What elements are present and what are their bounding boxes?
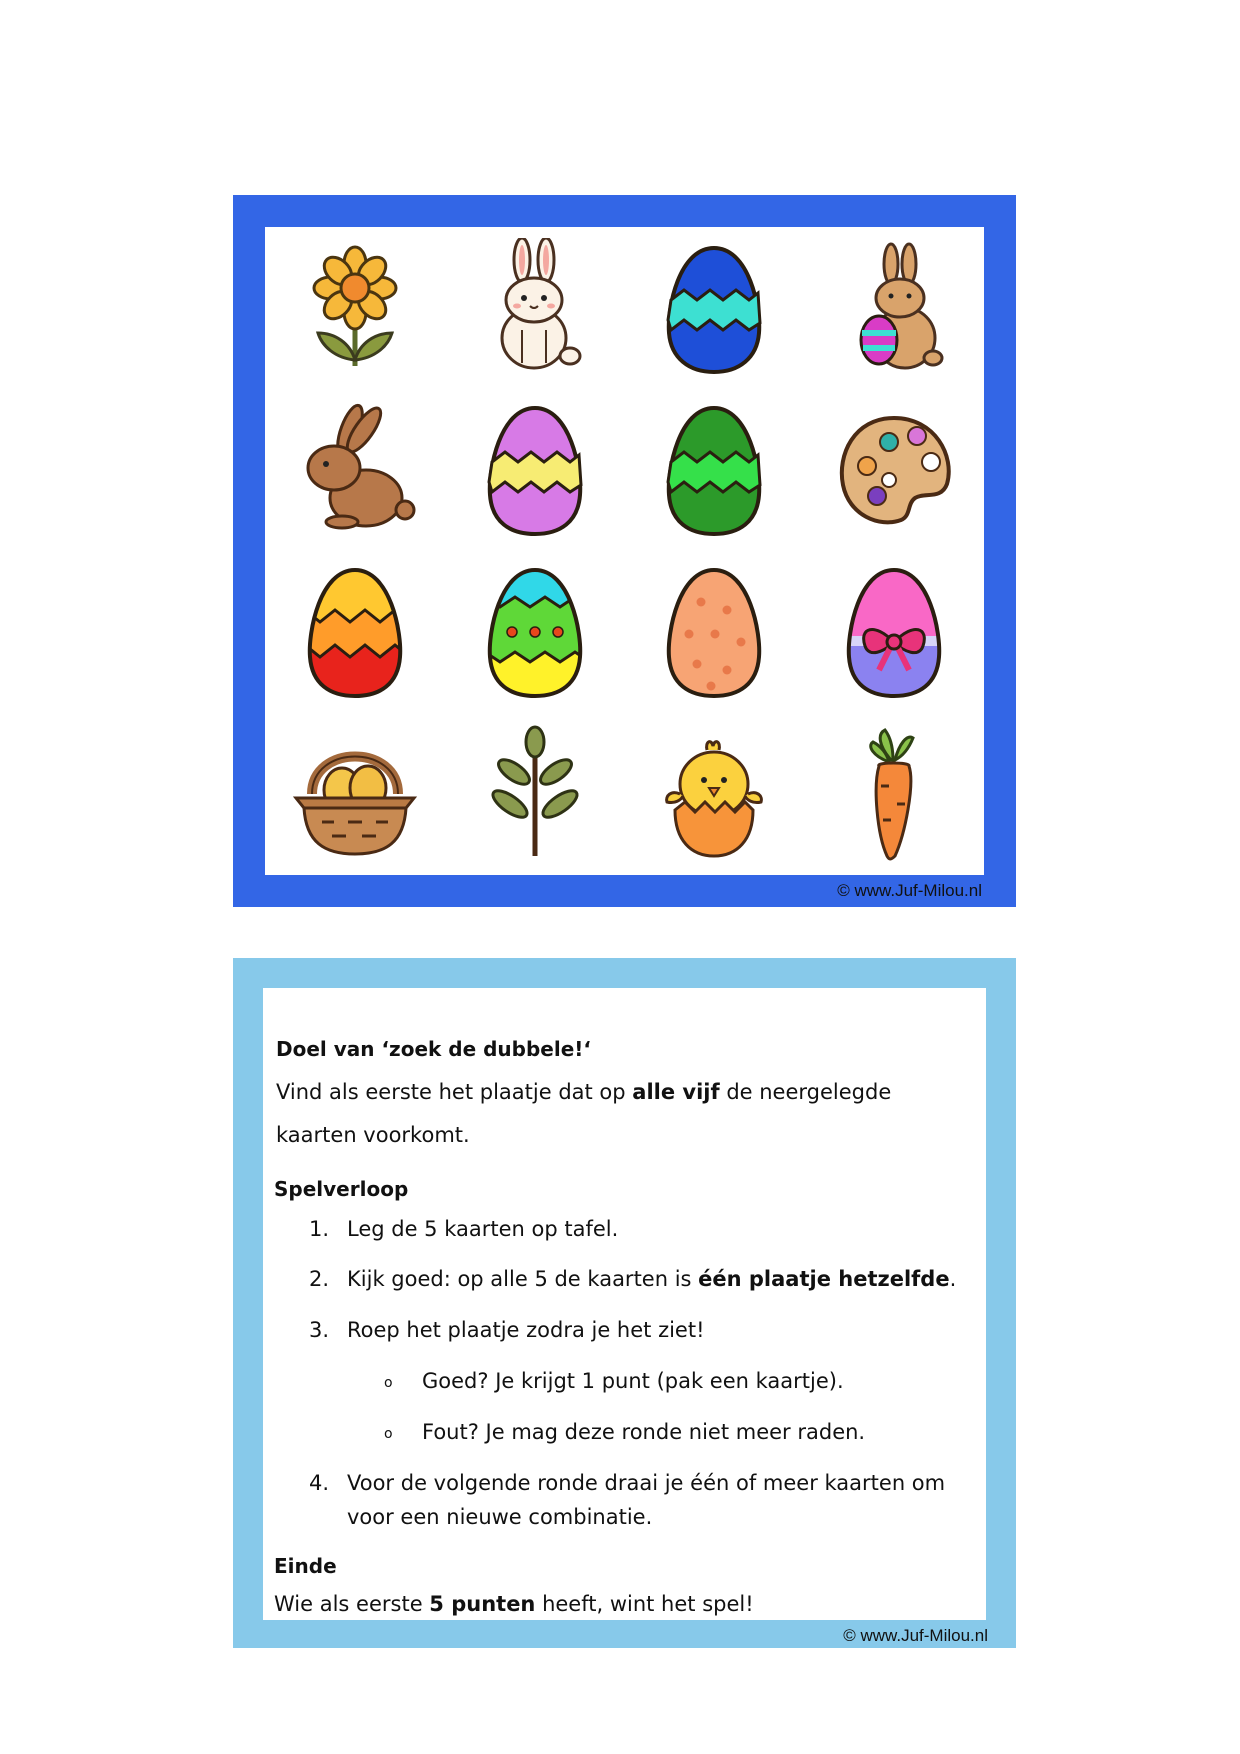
sub-bullet: o [384,1375,393,1391]
bow-egg-icon [829,562,959,702]
step-number: 2. [309,1267,330,1291]
purple-zigzag-egg-icon [470,400,600,540]
step-text-after: . [949,1267,957,1291]
sub-item-text: Goed? Je krijgt 1 punt (pak een kaartje). [422,1369,844,1393]
grid-cell [625,389,805,551]
paint-palette-icon [829,400,959,540]
brown-bunny-icon [290,400,420,540]
goal-text-bold: alle vijf [632,1080,720,1104]
egg-basket-icon [290,724,420,864]
carrot-icon [829,724,959,864]
rainbow-egg-icon [290,562,420,702]
step-text-bold: één plaatje hetzelfde [698,1267,950,1291]
flow-title: Spelverloop [274,1177,409,1201]
step-number: 3. [309,1318,330,1342]
rules-card [233,958,1016,1648]
grid-cell [804,389,984,551]
grid-cell [625,713,805,875]
grid-cell [804,551,984,713]
end-text-part-1: Wie als eerste [274,1592,430,1616]
grid-cell [625,227,805,389]
step-text-part: Kijk goed: op alle 5 de kaarten is [347,1267,699,1291]
picture-card-inner [265,227,984,875]
copyright-text: © www.Juf-Milou.nl [837,881,982,900]
green-zigzag-egg-icon [649,400,779,540]
grid-cell [445,227,625,389]
grid-cell [265,227,445,389]
step-text: Voor de volgende ronde draai je één of meer kaarten om [347,1471,946,1495]
end-text-bold: 5 punten [429,1592,536,1616]
blue-zigzag-egg-icon [649,238,779,378]
flower-icon [290,238,420,378]
step-text: Leg de 5 kaarten op tafel. [347,1217,619,1241]
goal-title: Doel van ‘zoek de dubbele!‘ [276,1037,591,1061]
rules-card-inner [263,988,986,1620]
grid-cell [265,389,445,551]
grid-cell [625,551,805,713]
copyright-text: © www.Juf-Milou.nl [843,1626,988,1645]
step-number: 4. [309,1471,330,1495]
goal-text-part-1: Vind als eerste het plaatje dat op [276,1080,633,1104]
goal-text-line-1 [276,1078,891,1106]
end-text [274,1590,754,1618]
hatching-chick-icon [649,724,779,864]
goal-text-line-2: kaarten voorkomt. [276,1123,470,1147]
grid-cell [804,713,984,875]
step-text-continued: voor een nieuwe combinatie. [347,1505,653,1529]
grid-cell [445,551,625,713]
grid-cell [265,713,445,875]
orange-spotted-egg-icon [649,562,779,702]
step-number: 1. [309,1217,330,1241]
leafy-branch-icon [470,724,600,864]
picture-card [233,195,1016,907]
end-text-part-2: heeft, wint het spel! [535,1592,754,1616]
grid-cell [265,551,445,713]
bunny-with-egg-icon [829,238,959,378]
green-dotted-egg-icon [470,562,600,702]
white-bunny-icon [470,238,600,378]
step-text [347,1265,956,1293]
picture-grid [265,227,984,875]
grid-cell [804,227,984,389]
end-title: Einde [274,1554,337,1578]
goal-text-part-2: de neergelegde [719,1080,892,1104]
sub-bullet: o [384,1426,393,1442]
grid-cell [445,389,625,551]
grid-cell [445,713,625,875]
sub-item-text: Fout? Je mag deze ronde niet meer raden. [422,1420,866,1444]
step-text: Roep het plaatje zodra je het ziet! [347,1318,705,1342]
